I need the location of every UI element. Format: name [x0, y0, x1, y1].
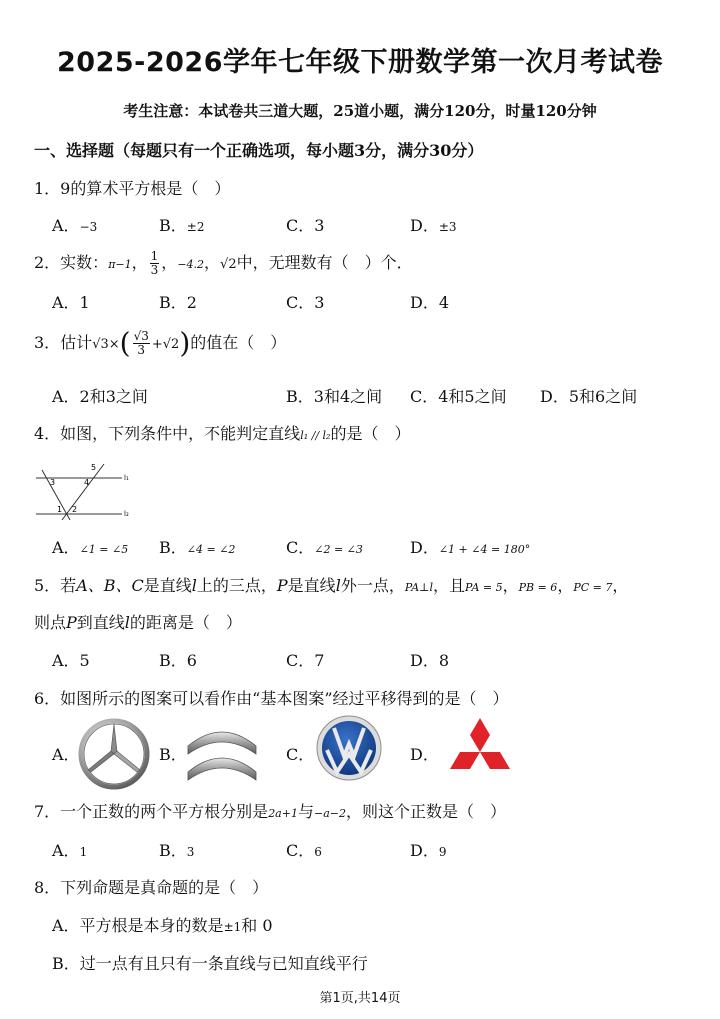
q3-plus-sqrt2: +√2 — [151, 337, 180, 352]
q6-option-d-label: D． — [410, 745, 439, 764]
q5-line2c: 的距离是（ ） — [129, 613, 242, 632]
q5-pc: PC = 7 — [573, 581, 613, 594]
q2-option-c: C．3 — [286, 293, 325, 312]
label-l2: l₂ — [124, 510, 129, 518]
q6-option-a-label: A． — [52, 745, 80, 764]
angle-1-label: 1 — [57, 505, 63, 514]
q4-stem-text: 4．如图，下列条件中，不能判定直线 — [34, 424, 301, 443]
q8-option-a-text: A．平方根是本身的数是 — [52, 916, 224, 935]
q3-sqrt3: √3 — [92, 337, 109, 352]
q2-frac-num: 1 — [150, 249, 159, 263]
q3-option-a: A．2和3之间 — [52, 387, 148, 406]
q5-point-p: P — [276, 576, 288, 595]
q2-sep2: ， — [161, 253, 178, 272]
q4-suffix: 的是（ ） — [330, 424, 411, 443]
q5-mid4: 外一点， — [340, 576, 405, 595]
angle-2-label: 2 — [72, 505, 78, 514]
q5-option-b: B．6 — [159, 651, 197, 670]
q5-pb: PB = 6 — [518, 581, 558, 594]
page-title: 2025-2026学年七年级下册数学第一次月考试卷 — [57, 47, 663, 78]
question-4-stem — [34, 421, 410, 444]
q4-option-c-label: C． — [286, 538, 315, 557]
q5-mid2: 上的三点， — [196, 576, 277, 595]
q4-option-b-label: B． — [159, 538, 187, 557]
q2-sep3: ， — [204, 253, 221, 272]
q7-option-d-label: D． — [410, 841, 439, 860]
q5-mid3: 是直线 — [287, 576, 336, 595]
q1-option-c: C．3 — [286, 216, 325, 235]
question-6-stem: 6．如图所示的图案可以看作由“基本图案”经过平移得到的是（ ） — [34, 689, 509, 708]
q4-option-c — [286, 535, 363, 558]
q1-option-d — [410, 213, 457, 236]
q5-line-l-3: l — [124, 613, 130, 632]
q3-fraction — [133, 330, 150, 357]
citroen-logo — [184, 722, 260, 784]
q7-option-a — [52, 838, 87, 861]
q3-paren-open: ( — [119, 326, 131, 360]
q6-option-b-label: B． — [159, 745, 187, 764]
transversal-2 — [62, 464, 104, 520]
q4-option-d — [410, 535, 530, 558]
section-heading-choice: 一、选择题（每题只有一个正确选项，每小题3分，满分30分） — [34, 141, 484, 160]
q5-line-l: l — [191, 576, 197, 595]
q4-option-d-value: ∠1 + ∠4 = 180° — [438, 543, 531, 556]
question-8-stem: 8．下列命题是真命题的是（ ） — [34, 878, 269, 897]
q2-sep: ， — [131, 253, 148, 272]
q4-option-d-label: D． — [410, 538, 439, 557]
q8-option-a — [52, 913, 273, 936]
q1-option-b-value: ±2 — [186, 220, 205, 234]
q7-prefix: 7．一个正数的两个平方根分别是 — [34, 802, 269, 821]
q2-option-b: B．2 — [159, 293, 197, 312]
q5-line-l-2: l — [335, 576, 341, 595]
question-1-stem: 1．9的算术平方根是（ ） — [34, 179, 231, 198]
mercedes-logo — [78, 718, 150, 790]
q4-option-b — [159, 535, 235, 558]
q3-prefix: 3．估计 — [34, 333, 93, 352]
q2-term-neg: −4.2 — [177, 258, 205, 271]
q1-option-d-value: ±3 — [438, 220, 457, 234]
q7-option-c-value: 6 — [314, 845, 322, 859]
page-footer: 第1页,共14页 — [319, 991, 401, 1006]
q7-option-c — [286, 838, 322, 861]
angle-5-label: 5 — [91, 463, 97, 472]
q3-frac-num: √3 — [133, 329, 149, 343]
q3-paren-close: ) — [179, 326, 191, 360]
q1-option-d-label: D． — [410, 216, 439, 235]
q5-perp: PA⊥l — [404, 581, 434, 594]
q5-points: A、B、C — [76, 576, 144, 595]
q5-line2a: 则点 — [34, 613, 67, 632]
q5-option-c: C．7 — [286, 651, 325, 670]
q7-expr-2: −a−2 — [313, 807, 346, 820]
q2-term-pi-minus-one: π−1 — [108, 258, 132, 271]
q7-option-d-value: 9 — [438, 845, 447, 859]
q5-pa: PA = 5 — [465, 581, 503, 594]
q2-frac-den: 3 — [150, 263, 159, 277]
q7-option-d — [410, 838, 446, 861]
q7-option-b-label: B． — [159, 841, 187, 860]
q7-option-b-value: 3 — [186, 845, 195, 859]
q3-option-b: B．3和4之间 — [286, 387, 383, 406]
question-7-stem — [34, 799, 506, 822]
q1-option-a-label: A． — [52, 216, 80, 235]
question-5-stem-line2 — [34, 610, 242, 633]
mitsubishi-logo — [442, 718, 518, 786]
q7-mid: 与 — [297, 802, 314, 821]
q3-option-c: C．4和5之间 — [410, 387, 507, 406]
q7-option-a-value: 1 — [79, 845, 88, 859]
q4-option-c-value: ∠2 = ∠3 — [314, 543, 363, 556]
q4-figure — [34, 458, 134, 522]
exam-notice: 考生注意：本试卷共三道大题，25道小题，满分120分，时量120分钟 — [123, 102, 597, 120]
q5-option-a: A．5 — [52, 651, 90, 670]
q7-option-c-label: C． — [286, 841, 315, 860]
q7-suffix: ，则这个正数是（ ） — [345, 802, 506, 821]
q1-option-a — [52, 213, 97, 236]
question-3-stem — [34, 326, 287, 360]
angle-4-label: 4 — [84, 478, 90, 487]
volkswagen-logo — [315, 714, 383, 782]
q5-point-p-2: P — [66, 613, 77, 632]
q4-option-a-value: ∠1 = ∠5 — [79, 543, 129, 556]
q2-term-sqrt2: √2 — [220, 257, 237, 272]
q5-mid1: 是直线 — [143, 576, 192, 595]
q8-option-a-suffix: 和 0 — [241, 916, 273, 935]
question-2-stem — [34, 250, 413, 277]
q4-option-a — [52, 535, 128, 558]
q7-option-b — [159, 838, 194, 861]
q4-option-a-label: A． — [52, 538, 80, 557]
question-5-stem: 5．若A、B、C是直线l上的三点，P是直线l外一点，PA⊥l，且PA = 5，PB = 6，PC = 7， — [34, 576, 629, 595]
q7-expr-1: 2a+1 — [268, 807, 298, 820]
q1-option-b — [159, 213, 204, 236]
q4-parallel-relation: l₁ // l₂ — [300, 429, 331, 442]
q2-suffix: 中，无理数有（ ）个． — [236, 253, 413, 272]
q1-option-b-label: B． — [159, 216, 187, 235]
q7-option-a-label: A． — [52, 841, 80, 860]
q5-line2b: 到直线 — [76, 613, 125, 632]
q6-option-c-label: C． — [286, 745, 315, 764]
q5-prefix: 5．若 — [34, 576, 77, 595]
q3-suffix: 的值在（ ） — [190, 333, 287, 352]
angle-3-label: 3 — [50, 478, 56, 487]
q2-fraction — [150, 250, 160, 277]
q3-option-d: D．5和6之间 — [540, 387, 638, 406]
q8-option-a-value: ±1 — [223, 920, 242, 934]
q5-mid5: ，且 — [433, 576, 466, 595]
q2-prefix: 2．实数： — [34, 253, 109, 272]
q2-option-d: D．4 — [410, 293, 450, 312]
q3-times: × — [108, 337, 120, 352]
q1-option-a-value: −3 — [79, 220, 98, 234]
q3-frac-den: 3 — [137, 343, 146, 357]
q8-option-b: B．过一点有且只有一条直线与已知直线平行 — [52, 954, 368, 973]
q2-option-a: A．1 — [52, 293, 90, 312]
q5-option-d: D．8 — [410, 651, 450, 670]
q4-option-b-value: ∠4 = ∠2 — [186, 543, 236, 556]
label-l1: l₁ — [124, 474, 129, 482]
